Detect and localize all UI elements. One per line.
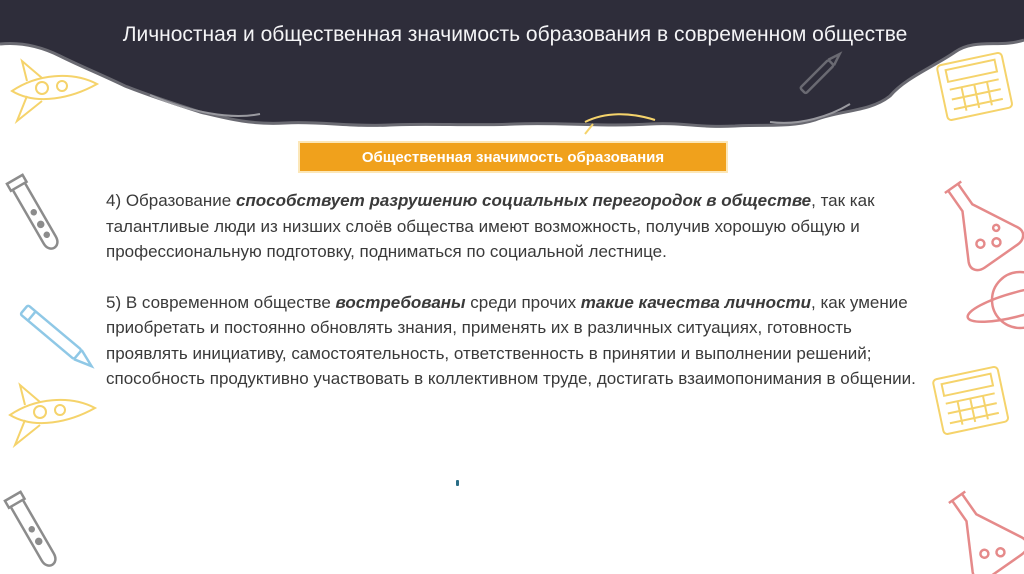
paragraph-text: среди прочих [465, 292, 581, 312]
test-tube-icon [5, 492, 60, 569]
paragraph-4 [106, 188, 926, 265]
calculator-icon [937, 52, 1013, 120]
paragraph-5 [106, 290, 926, 392]
cursor-mark [456, 480, 459, 486]
emphasis-text: способствует разрушению социальных перегородок в обществе [235, 191, 812, 210]
flask-icon [931, 479, 1024, 574]
emphasis-text: такие качества личности [580, 292, 812, 312]
header [110, 20, 920, 50]
banner-label: Общественная значимость образования [361, 148, 665, 166]
flask-icon [927, 169, 1024, 274]
paragraph-text: , так как талантливые люди из низших слоёв общества имеют возможность, получив хорошую общую и профессиональную подготовку, подниматься по социальной лестнице. [106, 191, 875, 261]
calculator-icon [933, 366, 1009, 434]
rocket-icon [10, 385, 95, 445]
paragraph-text: 5) В современном обществе [106, 292, 336, 312]
slide-title: Личностная и общественная значимость образования в современном обществе [122, 23, 908, 46]
emphasis-text: востребованы [335, 292, 466, 312]
paragraph-text: 4) Образование [106, 191, 236, 210]
section-banner [298, 141, 728, 173]
pencil-icon [20, 305, 95, 371]
content-body [106, 188, 926, 392]
planet-icon [965, 272, 1024, 329]
rocket-icon [12, 61, 97, 121]
header-shape [0, 0, 1024, 126]
test-tube-icon [7, 175, 62, 252]
paragraph-text: , как умение приобретать и постоянно обновлять знания, применять их в различных ситуациях, готовность проявлять инициативу, самостоятельность, ответственность в принятии и выполнении решений; способность продуктивно участвовать в коллективном труде, достигать взаимопонимания в общении. [106, 292, 916, 388]
